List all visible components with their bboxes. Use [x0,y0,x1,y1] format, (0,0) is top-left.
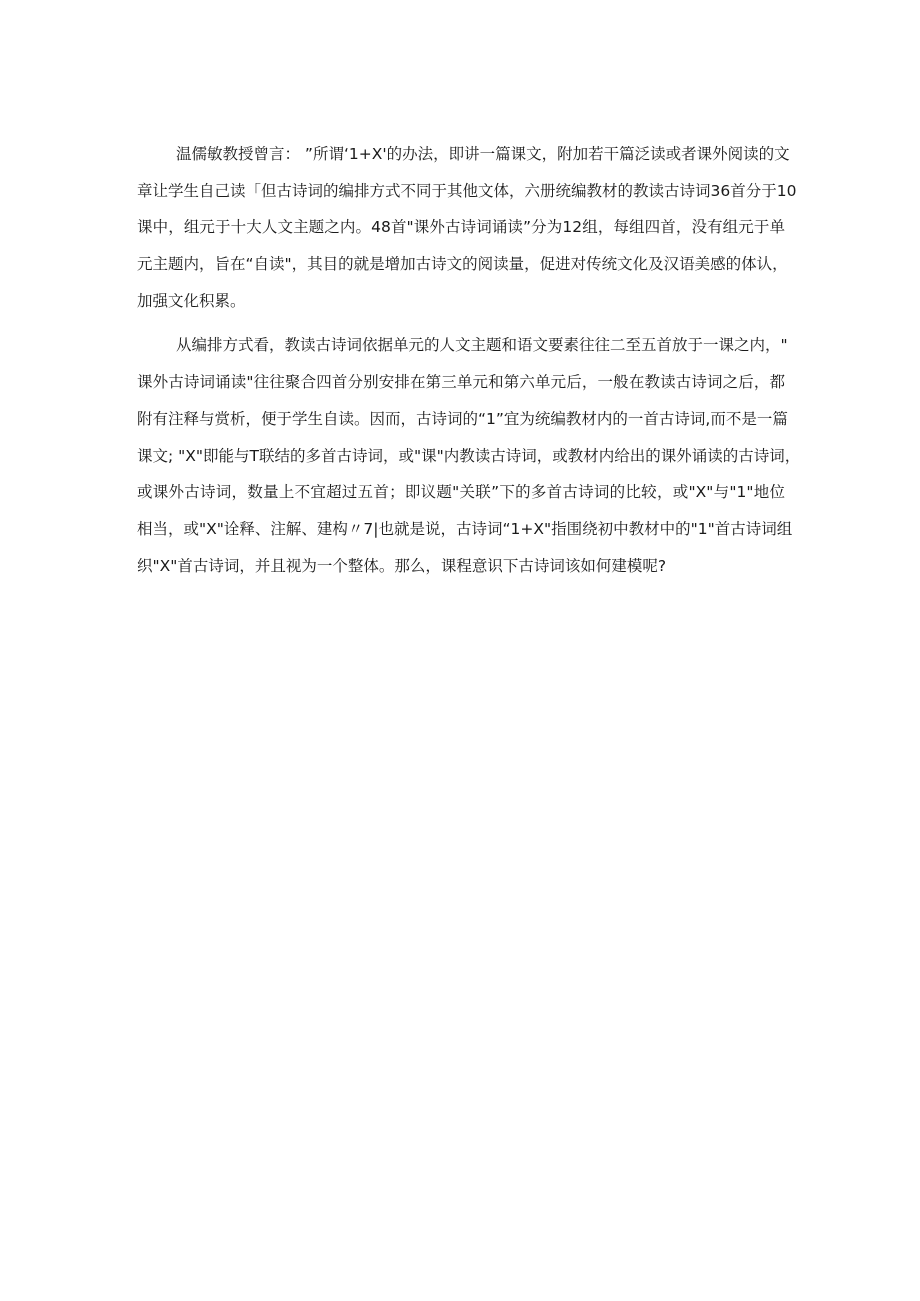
paragraph-1-line-3: 课中，组元于十大人文主题之内。48首"课外古诗词诵读”分为12组，每组四首，没有组元于单 [137,218,785,237]
paragraph-2-line-6: 相当，或"X"诠释、注解、建构〃7|也就是说，古诗词“1+X"指围绕初中教材中的"1"首古诗词组 [137,519,793,538]
paragraph-1-line-4: 元主题内，旨在“自读"，其目的就是增加古诗文的阅读量，促进对传统文化及汉语美感的体认， [137,255,788,274]
paragraph-2-line-2: 课外古诗词诵读"往往聚合四首分别安排在第三单元和第六单元后，一般在教读古诗词之后，都 [137,373,785,392]
paragraph-2 [137,327,801,584]
document-body [137,136,801,592]
paragraph-2-line-4: 课文; "X"即能与T联结的多首古诗词，或"课"内教读古诗词，或教材内给出的课外诵读的古诗词， [137,446,801,465]
paragraph-2-line-7: 织"X"首古诗词，并且视为一个整体。那么，课程意识下古诗词该如何建模呢? [137,556,667,575]
paragraph-2-line-1: 从编排方式看，教读古诗词依据单元的人文主题和语文要素往往二至五首放于一课之内，" [176,336,788,355]
paragraph-1-line-2: 章让学生自己读「但古诗词的编排方式不同于其他文体，六册统编教材的教读古诗词36首分于10 [137,181,797,200]
paragraph-2-line-5: 或课外古诗词，数量上不宜超过五首；即议题"关联”下的多首古诗词的比较，或"X"与"1"地位 [137,483,785,502]
paragraph-1-line-1: 温儒敏教授曾言： ”所谓‘1+X'的办法，即讲一篇课文，附加若干篇泛读或者课外阅读的文 [176,145,790,163]
paragraph-1-line-5: 加强文化积累。 [137,291,246,310]
paragraph-1 [137,136,797,319]
paragraph-2-line-3: 附有注释与赏析，便于学生自读。因而，古诗词的“1”宜为统编教材内的一首古诗词,而不是一篇 [137,409,788,428]
